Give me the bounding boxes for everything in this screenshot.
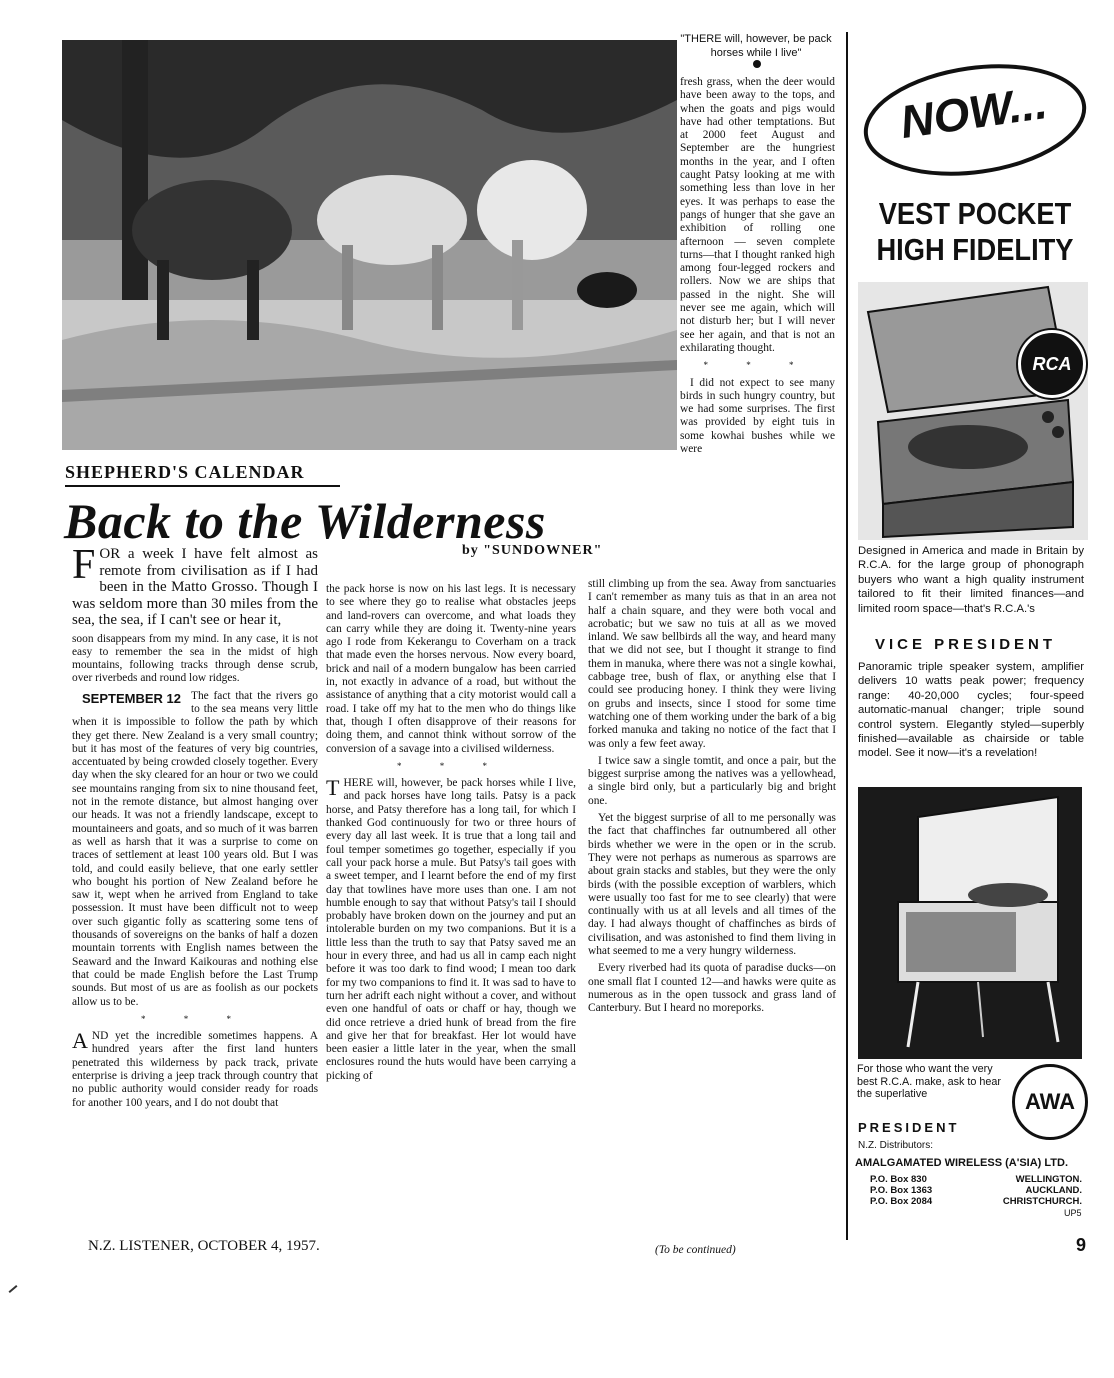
lead-paragraph: FOR a week I have felt almost as remote from civilisation as if I had been in the Matto Grosso. Though I was seldom more than 30 miles from the sea, the sea, if I can't see or hear it, [72,546,318,628]
cabinet-illustration [858,282,1088,540]
paragraph: I twice saw a single tomtit, and once a pair, but the biggest surprise among the natives was a yellowhead, a single bird only, but a particularly big and bright one. [588,754,836,807]
article-column-3-top [680,76,835,466]
dateline: SEPTEMBER 12 [82,690,181,706]
article-column-3 [588,578,836,1378]
address-row: P.O. Box 2084 CHRISTCHURCH. [870,1196,1082,1207]
record-player-cabinet-image [858,282,1088,540]
ad-code: UP5 [1064,1208,1082,1218]
ad-company-name: AMALGAMATED WIRELESS (A'SIA) LTD. [855,1157,1069,1169]
ad-model-president: PRESIDENT [858,1120,960,1135]
drop-cap: A [72,1028,88,1054]
paragraph: THERE will, however, be pack horses while I live, and pack horses have long tails. Patsy is a pack horse, and Patsy therefore has a long tail, for which I thanked God continuously for two or three hours of every day all last week. It is true that a long tail and foul temper sometimes go together, especially if you call your pack horse a mule. But Patsy's tail goes with a sweet temper, and I learnt before the end of my first day that towlines have more uses than one. I am not humble enough to say that without Patsy's tail I should probably have broken down on the journey and put an intolerable burden on my two companions. But it is a little less than the truth to say that Patsy saved me an hour in every three, and had us all in camp each night before it was too dark to find wood; I mean too dark for my two companions to find it. It was sad to have to turn her adrift each night without a cover, and without even one handful of oats or chaff or hay, though we did once retrieve a dried hunk of bread from the fire and give her that for breakfast. Her lot would have been easier a little later in the year, when the small enclosures round the huts would have been carrying a picking of [326,775,576,1082]
ad-headline: VEST POCKET HIGH FIDELITY [876,196,1074,267]
section-kicker: SHEPHERD'S CALENDAR [65,462,305,482]
paragraph: still climbing up from the sea. Away from sanctuaries I can't remember as many tuis as that in an area not half a chain square, and they were both vocal and acrobatic; but we saw no tuis at all as we moved inland. We saw bellbirds all the way, and heard many that we did not see, but I thought it strange to find them in manuka, where there was not a single kowhai, cabbage tree, bush of flax, or anything else that I could see producing honey. I think they were living on grubs and insects, since I stood for some time watching one of them working under the bark of a big forked manuka and taking no notice of the fact that I was only a few feet away. [588,578,836,750]
stereo-illustration [858,787,1082,1059]
drop-cap: F [72,546,96,588]
address-row: P.O. Box 830 WELLINGTON. [870,1174,1082,1185]
ad-distributors-label: N.Z. Distributors: [858,1140,934,1151]
address-row: P.O. Box 1363 AUCKLAND. [870,1185,1082,1196]
paragraph: soon disappears from my mind. In any case, it is not easy to remember the sea in the midst of high mountains, following tracks through dense scrub, over riverbeds and round low ridges. [72,632,318,685]
section-break: * * * [141,1013,249,1024]
section-break: * * * [703,360,812,371]
stray-mark [9,1285,18,1293]
article-column-2 [326,583,576,1373]
paragraph: the pack horse is now on his last legs. It is necessary to see where they go to realise what obstacles jeeps and land-rovers can overcome, and what loads they can carry while they are doing it. Twenty-nine years ago I rode from Kekerangu to Coverham on a track that made even the horses nervous. Now every board, brick and nail of a modern bungalow has been carried in, not exactly in advance of a road, but without the assistance of anything that a city motorist would call a road. I take off my hat to the men who do things like that, though I often disapprove of their reasons for doing them, and cannot think without sorrow of the conversion of a savage into a civilised wilderness. [326,583,576,755]
paragraph: SEPTEMBER 12 The fact that the rivers go to the sea means very little when it is impossible to follow the path by which they get there. New Zealand is a very small country; but it has most of the features of very big countries, accentuated by being crowded closely together. Every day when the sky cleared for an hour or two we could see mountains ranging from six to nine thousand feet, not in the remote distance, but almost hanging over our heads. It was not a friendly landscape, except to mountaineers and goats, and so much of it was barren as well as harsh that it was a surprise to come on traces of settlement at least 100 years old. But I was told, and could easily believe, that one early settler who bought his portion of New Zealand before he saw it, wept when he arrived from England to take possession. It must have been difficult not to weep over such gigantic folly as scattering some tens of thousands of sovereigns on the banks of half a dozen mountain torrents with English names between the Seaward and the Inward Kaikouras and nothing else that could be made English before the Last Trump sounds. But most of us are as foolish as our pockets allow us to be. [72,689,318,1008]
bullet-dot [753,60,761,68]
section-break: * * * [397,760,505,771]
paragraph: AND yet the incredible sometimes happens. A hundred years after the first land hunters penetrated this wilderness by pack track, private enterprise is driving a jeep track through country that no public authority would consider ready for roads for another 100 years, and I do not doubt that [72,1028,318,1109]
paragraph: fresh grass, when the deer would have been away to the tops, and when the goats and pigs would have had other temptations. But at 2000 feet August and September are the hungriest months in the year, and I often caught Patsy looking at me with something less than love in her eyes. It was perhaps to ease the pangs of hunger that she gave an exhibition of rolling one afternoon — seven complete turns—that I thought ranked high among four-legged rockers and rollers. Now we are ships that passed in the night. She will never see me again, which will not disturb her; but I will never see her again, and that is not an exhilarating thought. [680,76,835,354]
pull-quote: "THERE will, however, be pack horses while I live" [680,33,832,59]
article-column-1 [72,546,318,1356]
rca-logo: RCA [1018,330,1086,398]
ad-now-text: NOW... [897,75,1051,149]
paragraph: Every riverbed had its quota of paradise ducks—on one small flat I counted 12—and hawks were quite as numerous as in the open tussock and grass land of Canterbury. But I heard no moreporks. [588,962,836,1015]
pack-horses-photo [62,40,677,450]
page-number: 9 [1076,1235,1087,1255]
ad-description-3: For those who want the very best R.C.A. make, ask to hear the superlative [857,1063,1002,1101]
article-byline: by "SUNDOWNER" [462,543,603,558]
stereo-console-image [858,787,1082,1059]
ad-description-2: Panoramic triple speaker system, amplifier delivers 10 watts peak power; frequency range: 40-20,000 cycles; four-speed automatic-manual changer; triple sound control system. Elegantly styled—superbly finished—available as chairside or table model. See it now—it's a revelation! [858,661,1084,760]
paragraph: I did not expect to see many birds in such hungry country, but we had some surprises. The first was provided by eight tuis in some kowhai bushes while we were [680,376,835,456]
ad-addresses [870,1174,1082,1207]
awa-logo: AWA [1012,1064,1088,1140]
article-photo [62,40,677,450]
to-be-continued: (To be continued) [655,1244,736,1256]
publication-footer: N.Z. LISTENER, OCTOBER 4, 1957. [88,1238,320,1254]
paragraph: Yet the biggest surprise of all to me personally was the fact that chaffinches far outnumbered all other birds whether we were in the open or in the scrub. They were not perhaps as numerous as sparrows are about grain stacks and stables, but they were the only birds (with the possible exception of warblers, which were usually too fast for me to see clearly) that were continually with us at all levels and all times of the day. I had always thought of chaffinches as birds of civilisation, and was astonished to find them living in what seemed to me a very hungry wilderness. [588,812,836,958]
ad-model-vice-president: VICE PRESIDENT [875,636,1057,653]
article-headline: Back to the Wilderness [64,493,546,549]
drop-cap: T [326,775,340,801]
ad-description-1: Designed in America and made in Britain by R.C.A. for the large group of phonograph buyers who want a high quality instrument tailored to fit their limited finances—and limited room space—that's R.C.A.'s [858,545,1084,615]
kicker-rule [65,485,340,487]
